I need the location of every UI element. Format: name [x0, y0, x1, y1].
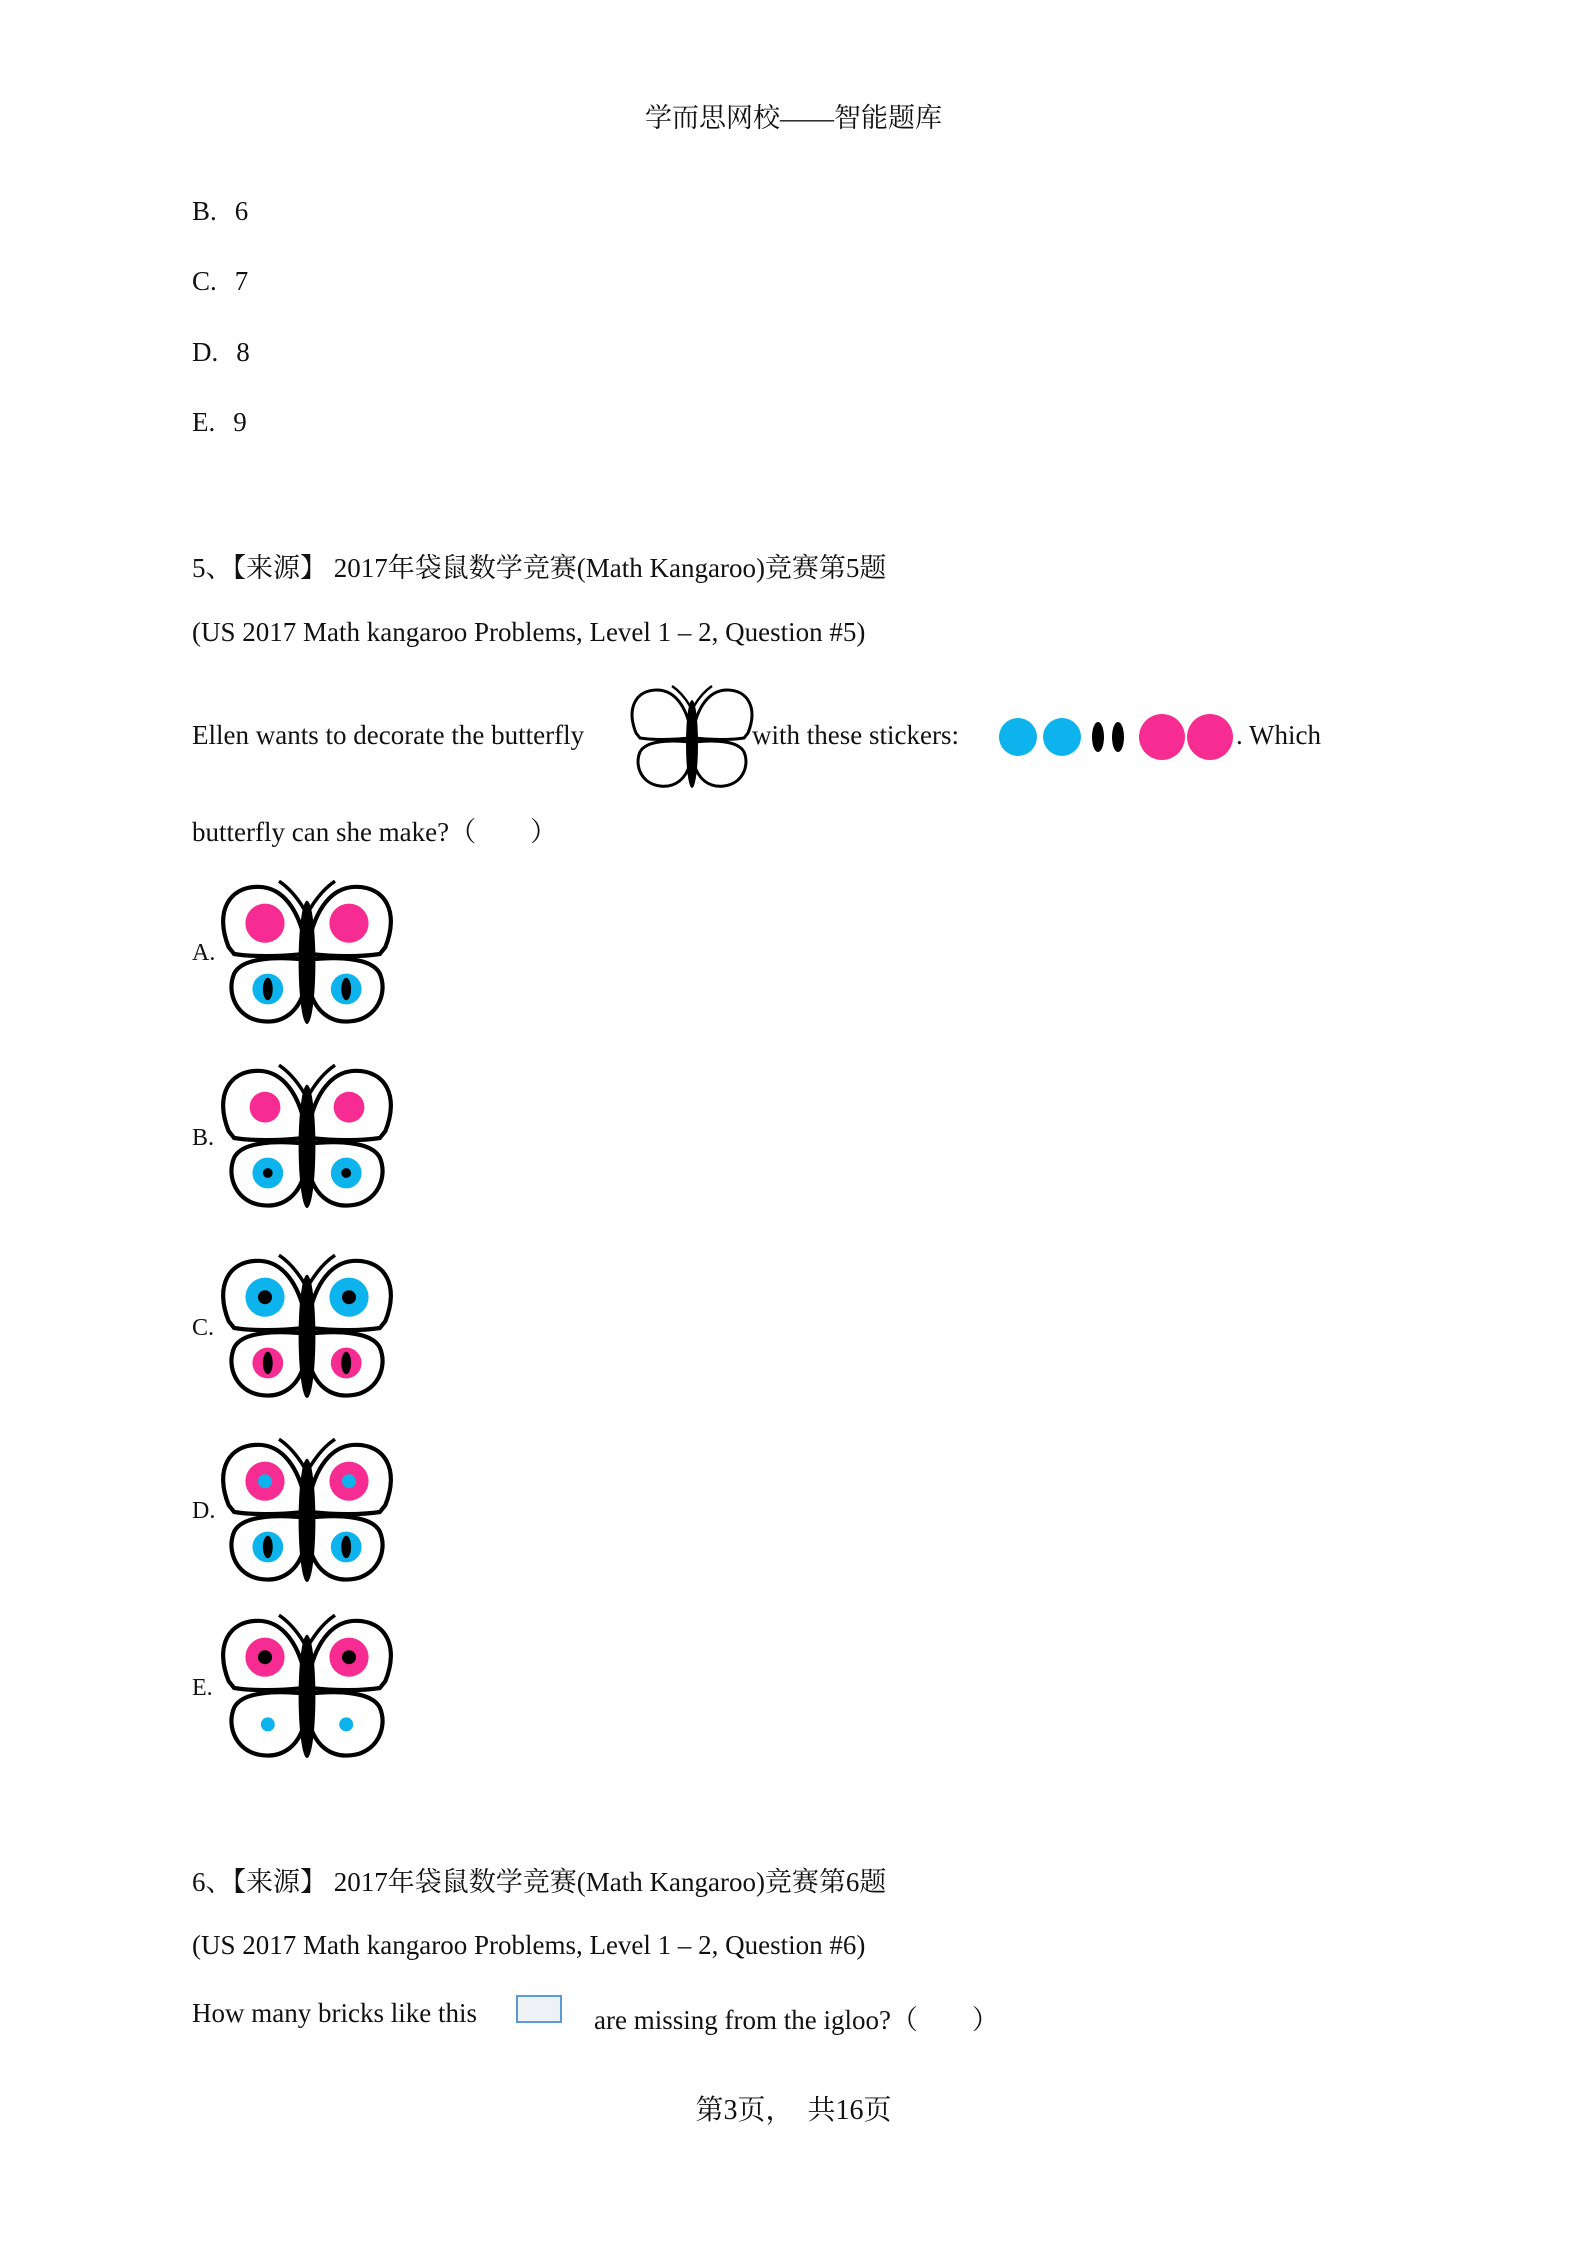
brick-icon	[516, 1995, 562, 2023]
q5-option-c-letter[interactable]: C.	[192, 1315, 215, 1341]
butterfly-option-a-icon[interactable]	[222, 884, 392, 1024]
q5-text-part1: Ellen wants to decorate the butterfly	[192, 720, 585, 750]
option-d[interactable]	[192, 337, 250, 368]
option-letter: D.	[192, 337, 219, 367]
q5-text-part2: with these stickers:	[752, 720, 959, 750]
option-letter: E.	[192, 407, 216, 437]
option-letter: C.	[192, 266, 217, 296]
q5-source: 5、【来源】 2017年袋鼠数学竞赛(Math Kangaroo)竞赛第5题	[192, 553, 887, 583]
q5-text-part3: . Which	[1236, 720, 1321, 750]
option-value: 6	[234, 196, 249, 226]
page-header: 学而思网校——智能题库	[645, 103, 942, 133]
q6-source: 6、【来源】 2017年袋鼠数学竞赛(Math Kangaroo)竞赛第6题	[192, 1867, 887, 1897]
option-e[interactable]	[192, 407, 247, 438]
stickers-icon	[998, 714, 1238, 764]
option-value: 8	[236, 337, 250, 367]
q5-option-a-letter[interactable]: A.	[192, 940, 216, 966]
butterfly-option-c-icon[interactable]	[222, 1258, 392, 1398]
page-footer: 第3页， 共16页	[695, 2095, 892, 2126]
option-value: 7	[234, 266, 249, 296]
q5-option-b-letter[interactable]: B.	[192, 1125, 215, 1151]
option-c[interactable]	[192, 266, 248, 297]
butterfly-outline-icon	[632, 688, 752, 788]
q5-option-d-letter[interactable]: D.	[192, 1498, 216, 1524]
option-value: 9	[233, 407, 247, 437]
q6-subtitle: (US 2017 Math kangaroo Problems, Level 1 – 2, Question #6)	[192, 1930, 866, 1960]
option-letter: B.	[192, 196, 217, 226]
option-b[interactable]	[192, 196, 248, 227]
q6-text-part2: are missing from the igloo?（ ）	[594, 2005, 999, 2035]
butterfly-option-d-icon[interactable]	[222, 1442, 392, 1582]
q5-option-e-letter[interactable]: E.	[192, 1675, 213, 1701]
butterfly-option-b-icon[interactable]	[222, 1068, 392, 1208]
q6-text-part1: How many bricks like this	[192, 1998, 477, 2028]
q5-subtitle: (US 2017 Math kangaroo Problems, Level 1 – 2, Question #5)	[192, 617, 866, 647]
butterfly-option-e-icon[interactable]	[222, 1618, 392, 1758]
q5-text-part4: butterfly can she make?（ ）	[192, 817, 558, 847]
